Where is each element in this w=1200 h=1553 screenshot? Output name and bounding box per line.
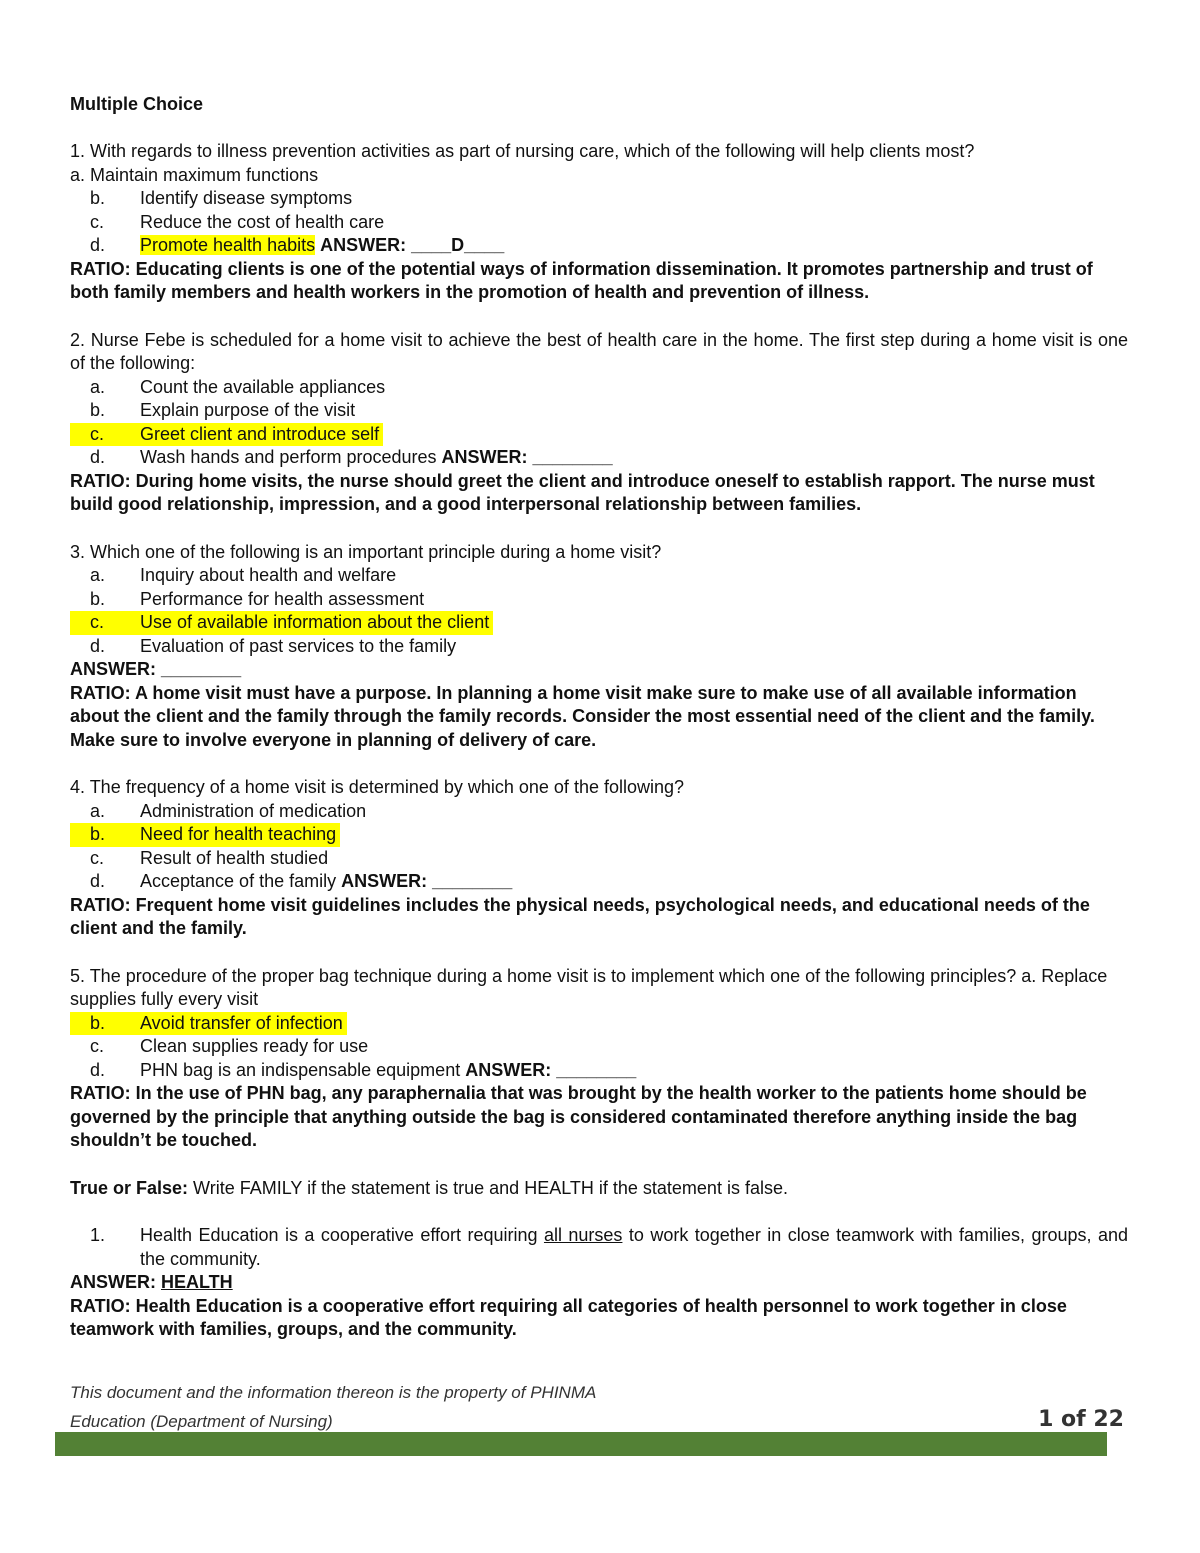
question-3-option-d: d. Evaluation of past services to the family <box>90 635 457 656</box>
highlighted-answer: c. Use of available information about the client <box>70 611 493 635</box>
highlighted-answer: Promote health habits <box>140 235 316 255</box>
question-1-option-c: c. Reduce the cost of health care <box>90 211 385 232</box>
footer-disclaimer-line-2: Education (Department of Nursing) <box>70 1412 333 1431</box>
highlighted-answer: b. Need for health teaching <box>70 823 340 847</box>
question-5-stem: 5. The procedure of the proper bag technique during a home visit is to implement which one of the following principles? a. Replace supplies fully every visit <box>70 965 1108 1009</box>
question-4-option-d: d. Acceptance of the family ANSWER: ________ <box>90 871 513 891</box>
question-1-option-d: d. Promote health habits ANSWER: ____D____ <box>90 235 505 255</box>
question-1-option-b: b. Identify disease symptoms <box>90 188 353 208</box>
question-1-stem: 1. With regards to illness prevention activities as part of nursing care, which of the following will help clients most? <box>70 141 975 161</box>
footer-green-bar <box>55 1432 1107 1456</box>
question-3 <box>70 541 1128 753</box>
true-false-answer: ANSWER: HEALTH <box>70 1272 233 1292</box>
document-page <box>70 92 1128 1342</box>
section-heading-multiple-choice: Multiple Choice <box>70 94 204 114</box>
question-3-ratio: RATIO: A home visit must have a purpose. In planning a home visit make sure to make use of all available information about the client and the family through the family records. Consider the most essential need of the client and the family. Make sure to involve everyone in planning of delivery of care. <box>70 682 1095 750</box>
question-2-option-a: a. Count the available appliances <box>90 376 386 397</box>
question-2-ratio: RATIO: During home visits, the nurse should greet the client and introduce oneself to establish rapport. The nurse must build good relationship, impression, and a good interpersonal relationship between families. <box>70 470 1095 514</box>
highlighted-answer: c. Greet client and introduce self <box>70 423 383 447</box>
answer-blank: ANSWER: ________ <box>441 447 613 467</box>
question-5-option-b <box>70 1012 1128 1036</box>
question-1 <box>70 140 1128 305</box>
question-4-option-b <box>70 823 1128 847</box>
question-4-option-c: c. Result of health studied <box>90 847 329 868</box>
question-4 <box>70 776 1128 941</box>
question-4-stem: 4. The frequency of a home visit is determined by which one of the following? <box>70 777 685 797</box>
answer-blank: ANSWER: ____D____ <box>320 235 505 255</box>
footer-disclaimer-line-1: This document and the information thereon is the property of PHINMA <box>70 1383 597 1402</box>
underlined-term: all nurses <box>543 1225 623 1245</box>
answer-blank: ANSWER: ________ <box>70 659 242 679</box>
question-4-option-a: a. Administration of medication <box>90 800 367 821</box>
question-4-ratio: RATIO: Frequent home visit guidelines includes the physical needs, psychological needs, and educational needs of the client and the family. <box>70 894 1090 938</box>
question-2-option-c <box>70 423 1128 447</box>
question-3-option-b: b. Performance for health assessment <box>90 588 425 609</box>
question-3-option-c <box>70 611 1128 635</box>
question-2-option-d: d. Wash hands and perform procedures ANSWER: ________ <box>90 447 613 467</box>
page-footer <box>70 1378 1128 1436</box>
question-2-stem: 2. Nurse Febe is scheduled for a home visit to achieve the best of health care in the home. The first step during a home visit is one of the following: <box>70 329 1128 373</box>
question-3-stem: 3. Which one of the following is an important principle during a home visit? <box>70 541 662 562</box>
question-5-option-c: c. Clean supplies ready for use <box>90 1036 369 1056</box>
question-3-option-a: a. Inquiry about health and welfare <box>90 565 397 585</box>
question-1-ratio: RATIO: Educating clients is one of the potential ways of information dissemination. It promotes partnership and trust of both family members and health workers in the promotion of health and prevention of illness. <box>70 258 1093 302</box>
page-number: 1 of 22 <box>1038 1407 1124 1432</box>
question-5 <box>70 965 1128 1153</box>
question-2 <box>70 329 1128 517</box>
question-1-option-a: a. Maintain maximum functions <box>70 164 319 185</box>
question-2-option-b: b. Explain purpose of the visit <box>90 400 356 420</box>
true-false-item-1: 1. Health Education is a cooperative effort requiring all nurses to work together in close teamwork with families, groups, and the community. <box>90 1225 1128 1269</box>
true-false-ratio: RATIO: Health Education is a cooperative effort requiring all categories of health personnel to work together in close teamwork with families, groups, and the community. <box>70 1295 1067 1339</box>
question-5-ratio: RATIO: In the use of PHN bag, any paraphernalia that was brought by the health worker to the patients home should be governed by the principle that anything outside the bag is considered contaminated therefore anything inside the bag shouldn’t be touched. <box>70 1083 1087 1150</box>
question-5-option-d: d. PHN bag is an indispensable equipment ANSWER: ________ <box>90 1059 637 1080</box>
answer-blank: ANSWER: ________ <box>465 1059 637 1080</box>
answer-blank: ANSWER: ________ <box>341 871 513 891</box>
section-heading-true-false: True or False: Write FAMILY if the statement is true and HEALTH if the statement is false. <box>70 1177 788 1198</box>
highlighted-answer: b. Avoid transfer of infection <box>70 1012 347 1036</box>
